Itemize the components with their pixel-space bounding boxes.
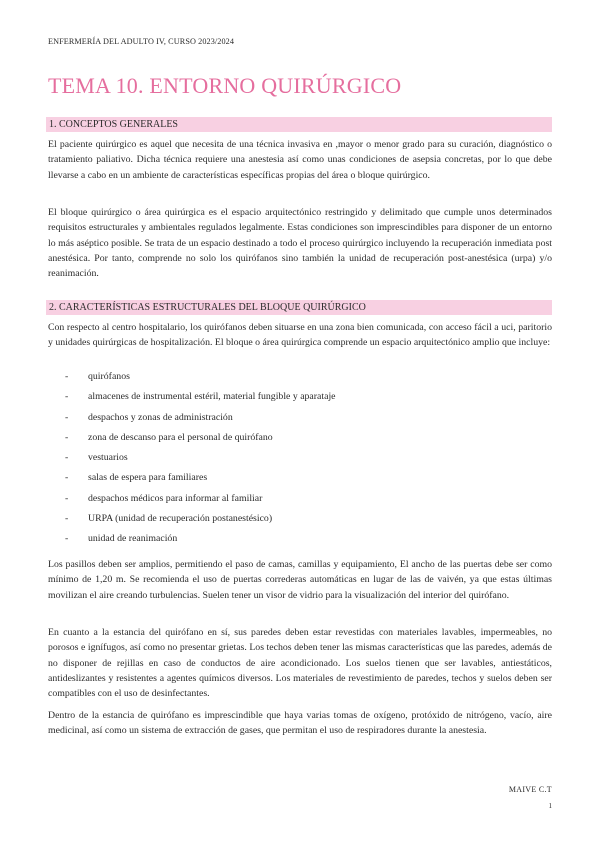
section-heading-conceptos: 1. CONCEPTOS GENERALES (46, 117, 552, 132)
page-number: 1 (548, 802, 552, 810)
list-dash: - (65, 533, 69, 545)
list-item-text: almacenes de instrumental estéril, material fungible y aparataje (88, 391, 336, 403)
list-dash: - (65, 431, 69, 443)
paragraph-bloque-quirurgico: El bloque quirúrgico o área quirúrgica es el espacio arquitectónico restringido y delimitado que cumple unos determinados requisitos estructurales y ambientales regulados legalmente. Estas condiciones son imprescindibles para disponer de un entorno lo más aséptico posible. Se trata de un espacio destinado a todo el proceso quirúrgico incluyendo la recuperación inmediata post anestésica. Por tanto, comprende no solo los quirófanos sino también la unidad de recuperación post-anestésica (urpa) y/o reanimación. (48, 207, 552, 280)
footer-author: MAIVE C.T (508, 785, 552, 794)
list-item-text: vestuarios (88, 452, 128, 464)
paragraph-paciente-quirurgico: El paciente quirúrgico es aquel que necesita de una técnica invasiva en ,mayor o menor grado para su curación, diagnóstico o tratamiento paliativo. Dicha técnica requiere una anestesia así como unas condiciones de asepsia concretas, por lo que debe llevarse a cabo en un ambiente de características específicas propias del área o bloque quirúrgico. (48, 139, 552, 181)
list-dash: - (65, 513, 69, 525)
list-item-text: despachos médicos para informar al familiar (88, 492, 263, 504)
list-dash: - (65, 492, 69, 504)
list-item-text: salas de espera para familiares (88, 472, 208, 484)
page-title: TEMA 10. ENTORNO QUIRÚRGICO (48, 73, 402, 98)
list-item-text: quirófanos (88, 371, 130, 382)
paragraph-estancia-quirofano: En cuanto a la estancia del quirófano en sí, sus paredes deben estar revestidas con materiales lavables, impermeables, no porosos e ignífugos, así como no presentar grietas. Los techos deben tener las mismas características que las paredes, además de no disponer de rejillas en caso de conductos de aire acondicionado. Los suelos tienen que ser lavables, antiestáticos, antideslizantes y resistentes a agentes químicos diversos. Los materiales de revestimiento de paredes, techos y suelos deben ser compatibles con el uso de desinfectantes. (48, 627, 552, 700)
page-header: ENFERMERÍA DEL ADULTO IV, CURSO 2023/2024 (48, 37, 235, 46)
list-dash: - (65, 472, 69, 484)
list-dash: - (65, 371, 69, 382)
list-item-text: zona de descanso para el personal de quirófano (88, 431, 273, 443)
list-dash: - (65, 391, 69, 403)
list-dash: - (65, 411, 69, 423)
section-heading-caracteristicas: 2. CARACTERÍSTICAS ESTRUCTURALES DEL BLOQUE QUIRÚRGICO (46, 300, 552, 315)
paragraph-tomas-gases: Dentro de la estancia de quirófano es imprescindible que haya varias tomas de oxígeno, protóxido de nitrógeno, vacío, aire medicinal, así como un sistema de extracción de gases, que permitan el uso de respiradores durante la anestesia. (48, 710, 552, 737)
paragraph-pasillos: Los pasillos deben ser amplios, permitiendo el paso de camas, camillas y equipamiento, El ancho de las puertas debe ser como mínimo de 1,20 m. Se recomienda el uso de puertas correderas automáticas en lugar de las de vaivén, ya que estas últimas movilizan el aire creando turbulencias. Suelen tener un visor de vidrio para la visualización del interior del quirófano. (48, 559, 552, 601)
paragraph-centro-hospitalario: Con respecto al centro hospitalario, los quirófanos deben situarse en una zona bien comunicada, con acceso fácil a uci, paritorio y unidades quirúrgicas de hospitalización. El bloque o área quirúrgica comprende un espacio arquitectónico amplio que incluye: (48, 322, 552, 349)
list-item-text: despachos y zonas de administración (88, 411, 233, 423)
list-item-text: unidad de reanimación (88, 533, 178, 545)
list-item-text: URPA (unidad de recuperación postanestésico) (88, 513, 273, 525)
list-dash: - (65, 452, 69, 464)
